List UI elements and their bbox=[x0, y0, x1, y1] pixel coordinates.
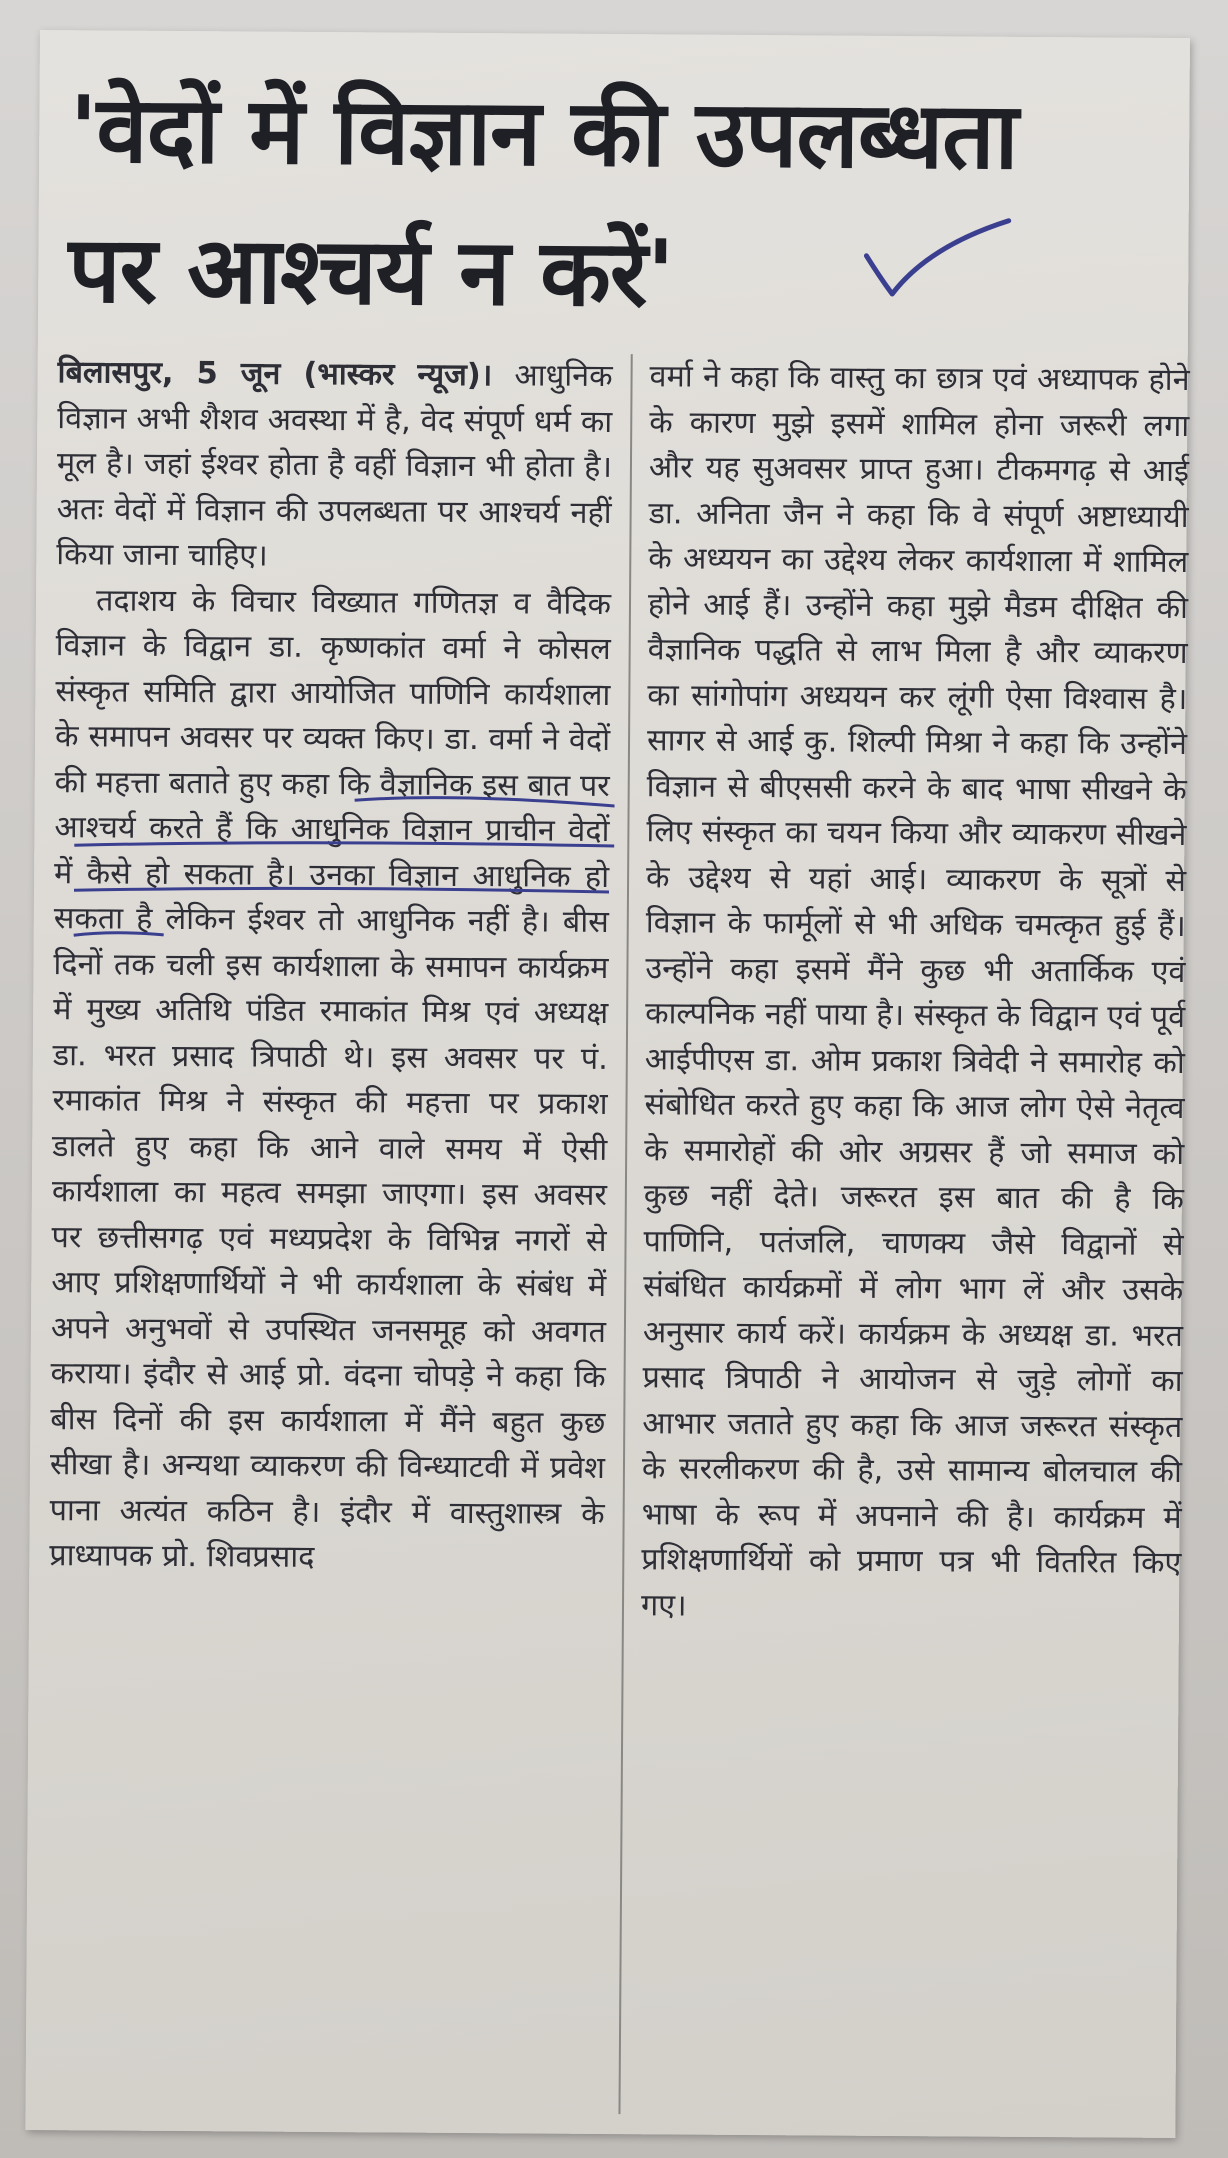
headline-line-2: पर आश्चर्य न करें' bbox=[67, 216, 675, 328]
headline-line-1: 'वेदों में विज्ञान की उपलब्धता bbox=[68, 76, 1018, 190]
left-paragraph-1: आधुनिक विज्ञान अभी शैशव अवस्था में है, वेद संपूर्ण धर्म का मूल है। जहां ईश्वर होता है वहीं विज्ञान भी होता है। अतः वेदों में विज्ञान की उपलब्धता पर आश्चर्य नहीं किया जाना चाहिए। bbox=[56, 358, 613, 574]
article-column-left bbox=[45, 350, 632, 2114]
pen-underline-marks bbox=[54, 790, 615, 944]
dateline: बिलासपुर, 5 जून (भास्कर न्यूज)। bbox=[57, 355, 493, 394]
article-column-right bbox=[641, 354, 1190, 1632]
left-paragraph-2: तदाशय के विचार विख्यात गणितज्ञ व वैदिक विज्ञान के विद्वान डा. कृष्णकांत वर्मा ने कोसल संस्कृत समिति द्वारा आयोजित पाणिनि कार्यशाला के समापन अवसर पर व्यक्त किए। डा. वर्मा ने वेदों की महत्ता बताते हुए कहा कि वैज्ञानिक इस बात पर आश्चर्य करते हैं कि आधुनिक विज्ञान प्राचीन वेदों में कैसे हो सकता है। उनका विज्ञान आधुनिक हो सकता है लेकिन ईश्वर तो आधुनिक नहीं है। बीस दिनों तक चली इस कार्यशाला के समापन कार्यक्रम में मुख्य अतिथि पंडित रमाकांत मिश्र एवं अध्यक्ष डा. भरत प्रसाद त्रिपाठी थे। इस अवसर पर पं. रमाकांत मिश्र ने संस्कृत की महत्ता पर प्रकाश डालते हुए कहा कि आने वाले समय में ऐसी कार्यशाला का महत्व समझा जाएगा। इस अवसर पर छत्तीसगढ़ एवं मध्यप्रदेश के विभिन्न नगरों से आए प्रशिक्षणार्थियों ने भी कार्यशाला के संबंध में अपने अनुभवों से उपस्थित जनसमूह को अवगत कराया। इंदौर से आई प्रो. वंदना चोपड़े ने कहा कि बीस दिनों की इस कार्यशाला में मैंने बहुत कुछ सीखा है। अन्यथा व्याकरण की विन्ध्याटवी में प्रवेश पाना अत्यंत कठिन है। इंदौर में वास्तुशास्त्र के प्राध्यापक प्रो. शिवप्रसाद bbox=[49, 582, 612, 1575]
right-paragraph-1: वर्मा ने कहा कि वास्तु का छात्र एवं अध्यापक होने के कारण मुझे इसमें शामिल होना जरूरी लगा और यह सुअवसर प्राप्त हुआ। टीकमगढ़ से आई डा. अनिता जैन ने कहा कि वे संपूर्ण अष्टाध्यायी के अध्ययन का उद्देश्य लेकर कार्यशाला में शामिल होने आई हैं। उन्होंने कहा मुझे मैडम दीक्षित की वैज्ञानिक पद्धति से लाभ मिला है और व्याकरण का सांगोपांग अध्ययन कर लूंगी ऐसा विश्वास है। सागर से आई कु. शिल्पी मिश्रा ने कहा कि उन्होंने विज्ञान से बीएससी करने के बाद भाषा सीखने के लिए संस्कृत का चयन किया और व्याकरण सीखने के उद्देश्य से यहां आई। व्याकरण के सूत्रों से विज्ञान के फार्मूलों से भी अधिक चमत्कृत हुई हैं। उन्होंने कहा इसमें मैंने कुछ भी अतार्किक एवं काल्पनिक नहीं पाया है। संस्कृत के विद्वान एवं पूर्व आईपीएस डा. ओम प्रकाश त्रिवेदी ने समारोह को संबोधित करते हुए कहा कि आज लोग ऐसे नेतृत्व के समारोहों की ओर अग्रसर हैं जो समाज को कुछ नहीं देते। जरूरत इस बात की है कि पाणिनि, पतंजलि, चाणक्य जैसे विद्वानों से संबंधित कार्यक्रमों में लोग भाग लें और उसके अनुसार कार्य करें। कार्यक्रम के अध्यक्ष डा. भरत प्रसाद त्रिपाठी ने आयोजन से जुड़े लोगों का आभार जताते हुए कहा कि आज जरूरत संस्कृत के सरलीकरण की है, उसे सामान्य बोलचाल की भाषा के रूप में अपनाने की है। कार्यक्रम में प्रशिक्षणार्थियों को प्रमाण पत्र भी वितरित किए गए। bbox=[640, 359, 1190, 1624]
newspaper-clipping bbox=[25, 30, 1190, 2138]
pen-checkmark-icon bbox=[858, 216, 1019, 307]
